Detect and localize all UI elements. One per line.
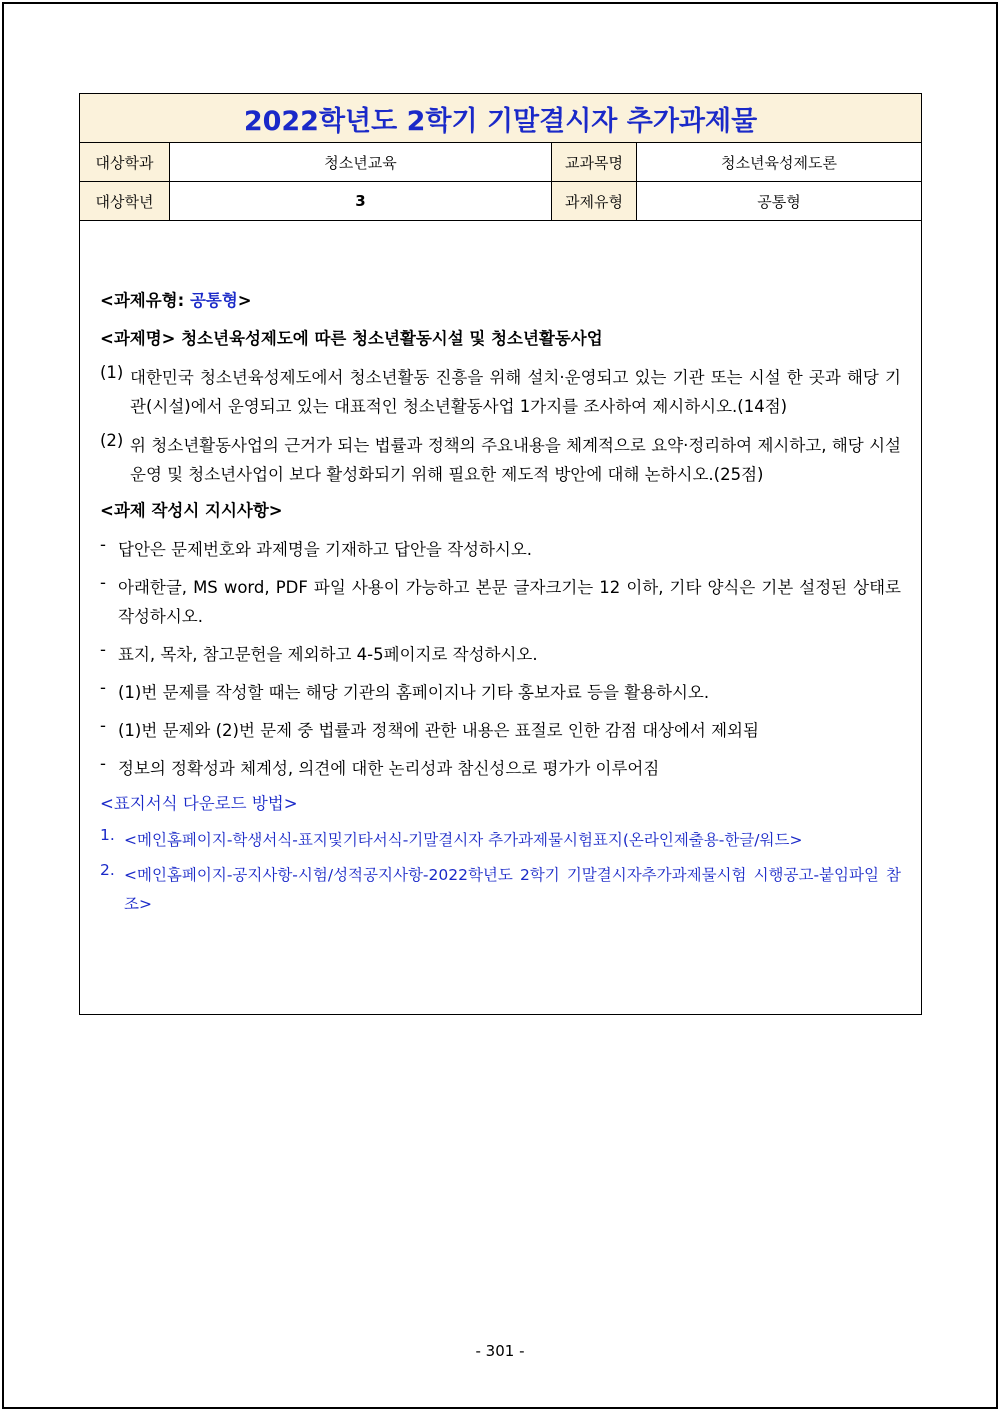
assignment-sheet [79, 93, 922, 1015]
label-grade: 대상학년 [80, 182, 170, 220]
assignment-type-line: <과제유형: 공통형> [100, 291, 252, 310]
value-course: 청소년육성제도론 [721, 153, 837, 172]
instruction-item: - 아래한글, MS word, PDF 파일 사용이 가능하고 본문 글자크기는 12 이하, 기타 양식은 기본 설정된 상태로 작성하시오. [100, 573, 901, 626]
download-path-item-1: 1. <메인홈페이지-학생서식-표지및기타서식-기말결시자 추가과제물시험표지(온라인제출용-한글/워드> [100, 826, 803, 849]
label-course: 교과목명 [552, 143, 637, 181]
assignment-name: <과제명> 청소년육성제도에 따른 청소년활동시설 및 청소년활동사업 [100, 329, 603, 348]
instruction-item: - (1)번 문제와 (2)번 문제 중 법률과 정책에 관한 내용은 표절로 인한 감점 대상에서 제외됨 [100, 716, 759, 740]
value-grade: 3 [170, 182, 552, 220]
value-department: 청소년교육 [170, 143, 552, 181]
instruction-item: - 정보의 정확성과 체계성, 의견에 대한 논리성과 참신성으로 평가가 이루어짐 [100, 754, 660, 778]
instruction-item: - 표지, 목차, 참고문헌을 제외하고 4-5페이지로 작성하시오. [100, 640, 538, 664]
info-row-2 [80, 182, 921, 221]
instruction-item: - 답안은 문제번호와 과제명을 기재하고 답안을 작성하시오. [100, 535, 533, 559]
question-item-1: (1) 대한민국 청소년육성제도에서 청소년활동 진흥을 위해 설치·운영되고 있는 기관 또는 시설 한 곳과 해당 기관(시설)에서 운영되고 있는 대표적인 청소년활동사업 1가지를 조사하여 제시하시오.(14점) [100, 363, 901, 416]
instruction-item: - (1)번 문제를 작성할 때는 해당 기관의 홈페이지나 기타 홍보자료 등을 활용하시오. [100, 678, 710, 702]
value-assignment-type: 공통형 [757, 192, 801, 211]
info-row-1 [80, 143, 921, 182]
question-item-2: (2) 위 청소년활동사업의 근거가 되는 법률과 정책의 주요내용을 체계적으로 요약·정리하여 제시하고, 해당 시설 운영 및 청소년사업이 보다 활성화되기 위해 필요한 제도적 방안에 대해 논하시오.(25점) [100, 431, 901, 484]
assignment-content [80, 221, 921, 919]
instructions-heading: <과제 작성시 지시사항> [100, 501, 283, 520]
label-assignment-type: 과제유형 [552, 182, 637, 220]
page-number: - 301 - [475, 1342, 525, 1360]
assignment-type-value: 공통형 [189, 291, 238, 310]
label-department: 대상학과 [80, 143, 170, 181]
download-path-item-2: 2. <메인홈페이지-공지사항-시험/성적공지사항-2022학년도 2학기 기말결시자추가과제물시험 시행공고-붙임파일 참조> [100, 861, 901, 913]
sheet-title: 2022학년도 2학기 기말결시자 추가과제물 [80, 94, 921, 143]
download-heading: <표지서식 다운로드 방법> [100, 794, 298, 813]
